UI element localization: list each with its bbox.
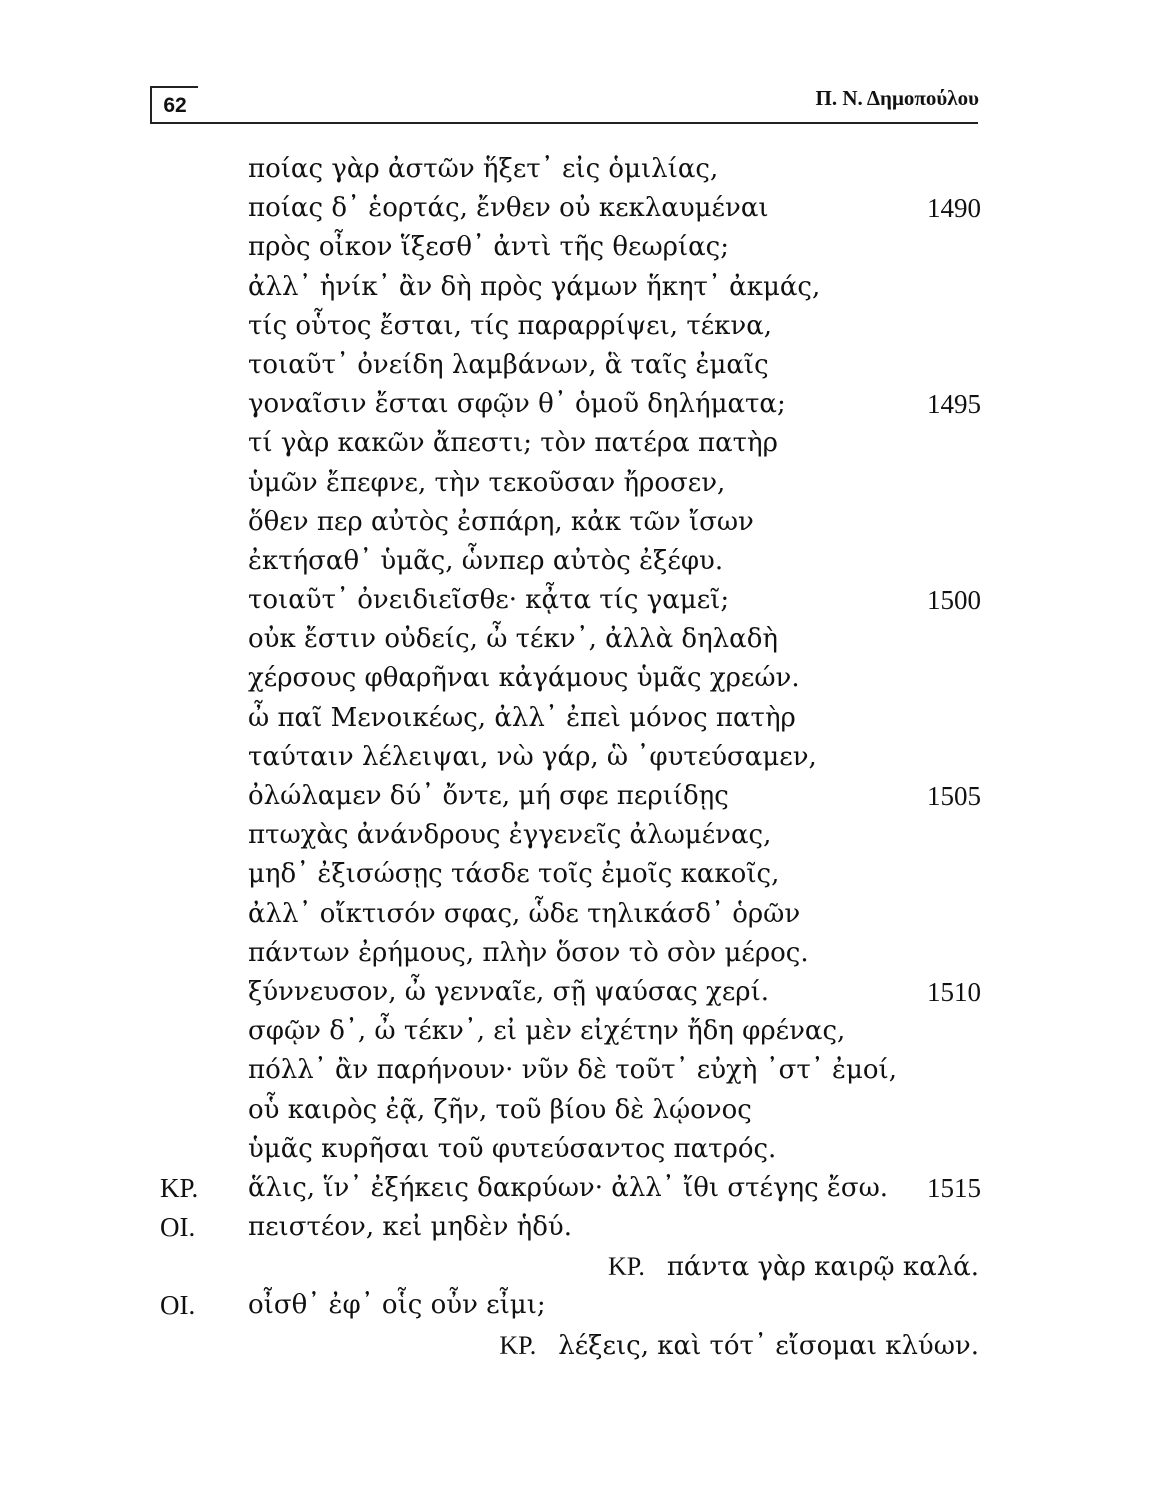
verse-line [0,1169,1151,1208]
speaker-label: ΚΡ. [499,1330,537,1360]
verse-line [0,1091,1151,1130]
verse-line [0,855,1151,894]
verse-text: τοιαῦτ᾽ ὀνείδη λαμβάνων, ἃ ταῖς ἐμαῖς [248,349,769,380]
verse-text: ὑμᾶς κυρῆσαι τοῦ φυτεύσαντος πατρός. [248,1133,777,1164]
verse-line [0,620,1151,659]
verse-text [499,1326,979,1366]
verse-line [0,307,1151,346]
speaker-label: ΚΡ. [160,1172,199,1203]
verse-text: ἀλλ᾽ οἴκτισόν σφας, ὧδε τηλικάσδ᾽ ὁρῶν [248,898,801,929]
verse-text: ὑμῶν ἔπεφνε, τὴν τεκοῦσαν ἤροσεν, [248,467,726,498]
verse-line [0,1208,1151,1247]
verse-line [0,189,1151,228]
verse-line [0,1286,1151,1325]
verse-text: ταύταιν λέλειψαι, νὼ γάρ, ὣ ᾽φυτεύσαμεν, [248,741,817,772]
verse-line [0,464,1151,503]
verse-line [0,503,1151,542]
verse-text: τίς οὗτος ἔσται, τίς παραρρίψει, τέκνα, [248,310,773,341]
verse-line [0,1247,1151,1286]
verse-text: σφῷν δ᾽, ὦ τέκν᾽, εἰ μὲν εἰχέτην ἤδη φρένας, [248,1016,846,1047]
verse-text: ποίας γὰρ ἀστῶν ἥξετ᾽ εἰς ὁμιλίας, [248,154,719,184]
verse-text-content: λέξεις, καὶ τότ᾽ εἴσομαι κλύων. [558,1330,979,1361]
line-number: 1490 [927,193,981,224]
verse-line [0,934,1151,973]
verse-text: ὅθεν περ αὐτὸς ἐσπάρη, κἀκ τῶν ἴσων [248,506,754,537]
verse-line [0,346,1151,385]
verse-text: οὗ καιρὸς ἐᾷ, ζῆν, τοῦ βίου δὲ λῴονος [248,1094,752,1125]
verse-text: πτωχὰς ἀνάνδρους ἐγγενεῖς ἀλωμένας, [248,820,772,851]
verse-line [0,973,1151,1012]
speaker-label: ΟΙ. [160,1212,196,1243]
verse-line [0,268,1151,307]
verse-text: ξύννευσον, ὦ γενναῖε, σῇ ψαύσας χερί. [248,976,770,1007]
line-number: 1495 [927,389,981,420]
verse-line [0,228,1151,267]
verse-line [0,1012,1151,1051]
verse-line [0,150,1151,189]
verse-line [0,816,1151,855]
page-number: 62 [150,86,198,124]
verse-line [0,1051,1151,1090]
verse-line [0,424,1151,463]
verse-text: ἀλλ᾽ ἡνίκ᾽ ἂν δὴ πρὸς γάμων ἥκητ᾽ ἀκμάς, [248,271,821,302]
header-rule-left [150,122,196,124]
verse-text: πάντων ἐρήμους, πλὴν ὅσον τὸ σὸν μέρος. [248,937,809,968]
line-number: 1505 [927,781,981,811]
line-number: 1510 [927,976,981,1007]
verse-text: ἅλις, ἵν᾽ ἐξήκεις δακρύων· ἀλλ᾽ ἴθι στέγης ἔσω. [248,1172,889,1203]
verse-line [0,659,1151,698]
verse-block [0,150,1151,1365]
verse-text: ὦ παῖ Μενοικέως, ἀλλ᾽ ἐπεὶ μόνος πατὴρ [248,702,796,733]
line-number: 1500 [927,585,981,616]
verse-text: χέρσους φθαρῆναι κἀγάμους ὑμᾶς χρεών. [248,663,800,694]
verse-text: ἐκτήσαθ᾽ ὑμᾶς, ὧνπερ αὐτὸς ἐξέφυ. [248,545,724,576]
verse-line [0,1326,1151,1365]
verse-text: ὀλώλαμεν δύ᾽ ὄντε, μή σφε περιίδῃς [248,781,729,811]
verse-line [0,385,1151,424]
verse-text: τί γὰρ κακῶν ἄπεστι; τὸν πατέρα πατὴρ [248,428,778,459]
verse-text: ποίας δ᾽ ἑορτάς, ἔνθεν οὐ κεκλαυμέναι [248,193,769,224]
verse-text: πρὸς οἶκον ἵξεσθ᾽ ἀντὶ τῆς θεωρίας; [248,232,729,263]
verse-line [0,542,1151,581]
verse-line [0,738,1151,777]
verse-text: πόλλ᾽ ἂν παρήνουν· νῦν δὲ τοῦτ᾽ εὐχὴ ᾽στ᾽ ἐμοί, [248,1055,897,1086]
verse-text: οἶσθ᾽ ἐφ᾽ οἷς οὖν εἶμι; [248,1290,546,1321]
header-rule [196,122,978,124]
verse-text: τοιαῦτ᾽ ὀνειδιεῖσθε· κᾆτα τίς γαμεῖ; [248,585,730,616]
speaker-label: ΚΡ. [607,1252,645,1282]
verse-line [0,777,1151,816]
verse-line [0,699,1151,738]
running-title: Π. Ν. Δημοπούλου [815,86,979,110]
verse-text: γοναῖσιν ἔσται σφῷν θ᾽ ὁμοῦ δηλήματα; [248,389,786,420]
verse-line [0,895,1151,934]
verse-text: οὐκ ἔστιν οὐδείς, ὦ τέκν᾽, ἀλλὰ δηλαδὴ [248,624,778,655]
speaker-label: ΟΙ. [160,1290,196,1321]
line-number: 1515 [927,1172,981,1203]
verse-text: μηδ᾽ ἐξισώσῃς τάσδε τοῖς ἐμοῖς κακοῖς, [248,859,780,890]
verse-text: πειστέον, κεἰ μηδὲν ἡδύ. [248,1212,572,1243]
verse-line [0,1130,1151,1169]
verse-text [608,1247,979,1287]
verse-line [0,581,1151,620]
verse-text-content: πάντα γὰρ καιρῷ καλά. [666,1252,979,1283]
